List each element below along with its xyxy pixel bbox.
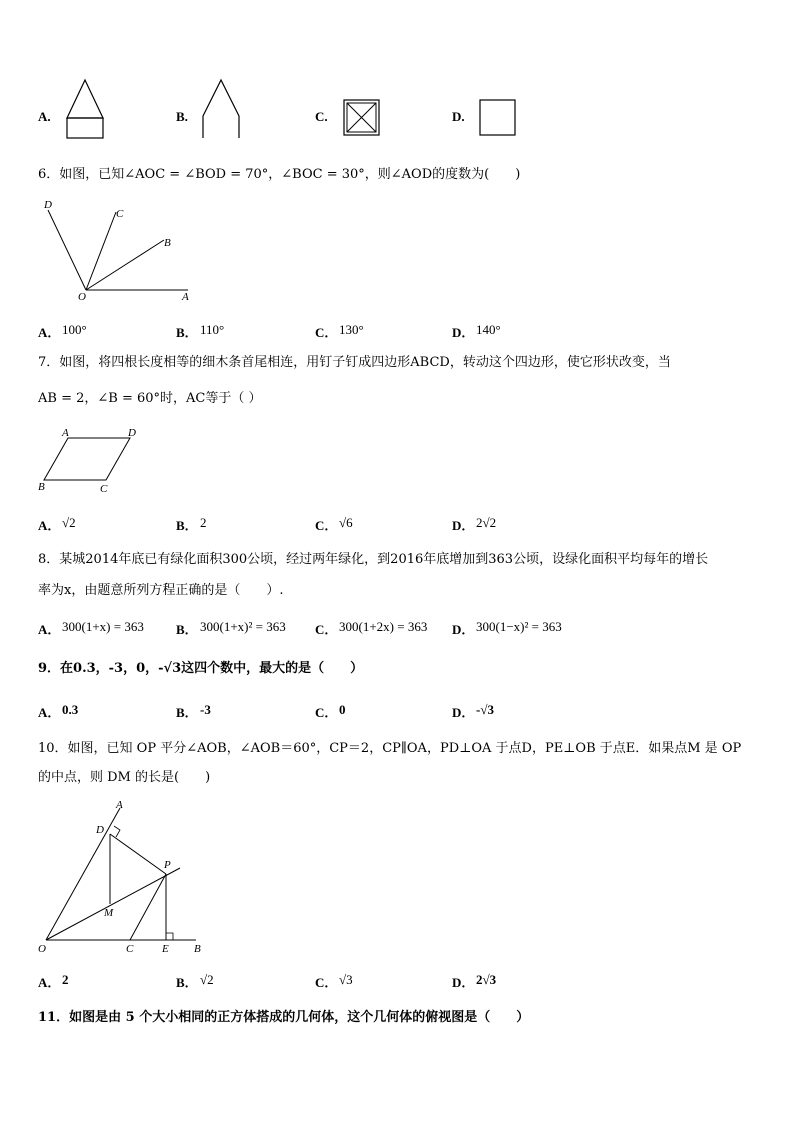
q7-option-a-letter: A． — [38, 518, 61, 533]
q10-label-c: C — [126, 943, 134, 955]
q6-label-a: A — [182, 291, 189, 303]
q10-option-a-letter: A． — [38, 975, 61, 990]
q10-geometry-figure — [34, 796, 210, 958]
square-icon — [478, 98, 518, 138]
q8-option-b-letter: B． — [176, 622, 198, 637]
q10-stem-line1: 10．如图，已知 OP 平分∠AOB，∠AOB＝60°，CP＝2，CP∥OA，PD⊥OA 于点D，PE⊥OB 于点E．如果点M 是 OP — [38, 741, 742, 756]
q7-option-c-letter: C． — [315, 518, 338, 533]
q7-label-b: B — [38, 481, 45, 493]
q9-option-c-value: 0 — [339, 702, 346, 717]
q8-option-a-value: 300(1+x) = 363 — [62, 619, 144, 634]
q6-angle-figure — [38, 198, 198, 304]
q7-label-c: C — [100, 483, 108, 495]
q9-option-b-value: -3 — [200, 702, 211, 717]
q6-option-c-value: 130° — [339, 322, 364, 337]
q10-label-o: O — [38, 943, 46, 955]
q10-option-a-value: 2 — [62, 972, 69, 987]
q6-option-b-letter: B． — [176, 325, 198, 340]
q10-option-b-letter: B． — [176, 975, 198, 990]
q9-option-a-letter: A． — [38, 705, 61, 720]
q7-label-a: A — [62, 427, 69, 439]
q7-stem-line1: 7．如图，将四根长度相等的细木条首尾相连，用钉子钉成四边形ABCD，转动这个四边形，使它形状改变，当 — [38, 355, 671, 370]
q10-option-d-letter: D． — [452, 975, 475, 990]
q7-option-d-value: 2√2 — [476, 515, 497, 530]
q10-label-d: D — [96, 824, 104, 836]
q10-label-m: M — [104, 907, 114, 919]
q9-option-b-letter: B． — [176, 705, 198, 720]
q7-option-c-value: √6 — [339, 515, 353, 530]
q7-stem-line2: AB = 2，∠B = 60°时，AC等于（ ） — [38, 391, 262, 406]
q5-option-b-letter: B. — [176, 109, 188, 124]
q10-option-d-value: 2√3 — [476, 972, 497, 987]
q7-option-d-letter: D． — [452, 518, 475, 533]
q6-option-a-value: 100° — [62, 322, 87, 337]
q8-option-c-letter: C． — [315, 622, 338, 637]
q10-label-e: E — [162, 943, 169, 955]
q7-option-a-value: √2 — [62, 515, 76, 530]
q9-option-d-value: -√3 — [476, 702, 494, 717]
q9-option-d-letter: D． — [452, 705, 475, 720]
q6-stem: 6．如图，已知∠AOC = ∠BOD = 70°，∠BOC = 30°，则∠AOD的度数为( ) — [38, 167, 521, 182]
q8-stem-line2: 率为x，由题意所列方程正确的是（ ）. — [38, 583, 284, 598]
q10-label-a: A — [116, 799, 123, 811]
q9-option-a-value: 0.3 — [62, 702, 79, 717]
q8-option-c-value: 300(1+2x) = 363 — [339, 619, 428, 634]
q6-label-d: D — [44, 199, 52, 211]
q11-stem: 11．如图是由 5 个大小相同的正方体搭成的几何体，这个几何体的俯视图是（ ） — [38, 1010, 530, 1025]
q8-option-a-letter: A． — [38, 622, 61, 637]
q8-option-d-value: 300(1−x)² = 363 — [476, 619, 562, 634]
q6-option-a-letter: A． — [38, 325, 61, 340]
q7-parallelogram-figure — [34, 424, 144, 496]
q10-option-c-value: √3 — [339, 972, 353, 987]
q7-label-d: D — [128, 427, 136, 439]
q8-option-d-letter: D． — [452, 622, 475, 637]
q10-stem-line2: 的中点，则 DM 的长是( ) — [38, 770, 211, 785]
q9-option-c-letter: C． — [315, 705, 338, 720]
q6-option-d-letter: D． — [452, 325, 475, 340]
q6-option-b-value: 110° — [200, 322, 225, 337]
q10-option-c-letter: C． — [315, 975, 338, 990]
q8-stem-line1: 8．某城2014年底已有绿化面积300公顷，经过两年绿化，到2016年底增加到363公顷，设绿化面积平均每年的增长 — [38, 552, 709, 567]
q10-option-b-value: √2 — [200, 972, 214, 987]
square-with-x-icon — [342, 98, 382, 138]
q6-label-o: O — [78, 291, 86, 303]
q5-option-d-letter: D. — [452, 109, 465, 124]
q6-label-b: B — [164, 237, 171, 249]
q10-label-b: B — [194, 943, 201, 955]
q10-label-p: P — [164, 859, 171, 871]
q7-option-b-letter: B． — [176, 518, 198, 533]
q5-option-a-letter: A. — [38, 109, 51, 124]
q7-option-b-value: 2 — [200, 515, 207, 530]
q6-option-c-letter: C． — [315, 325, 338, 340]
q6-label-c: C — [116, 208, 124, 220]
q8-option-b-value: 300(1+x)² = 363 — [200, 619, 286, 634]
pentagon-house-icon — [200, 78, 242, 140]
q9-stem: 9．在0.3，-3，0，-√3这四个数中，最大的是（ ） — [38, 661, 364, 676]
house-shape-icon — [64, 78, 106, 140]
q5-option-c-letter: C. — [315, 109, 328, 124]
q6-option-d-value: 140° — [476, 322, 501, 337]
